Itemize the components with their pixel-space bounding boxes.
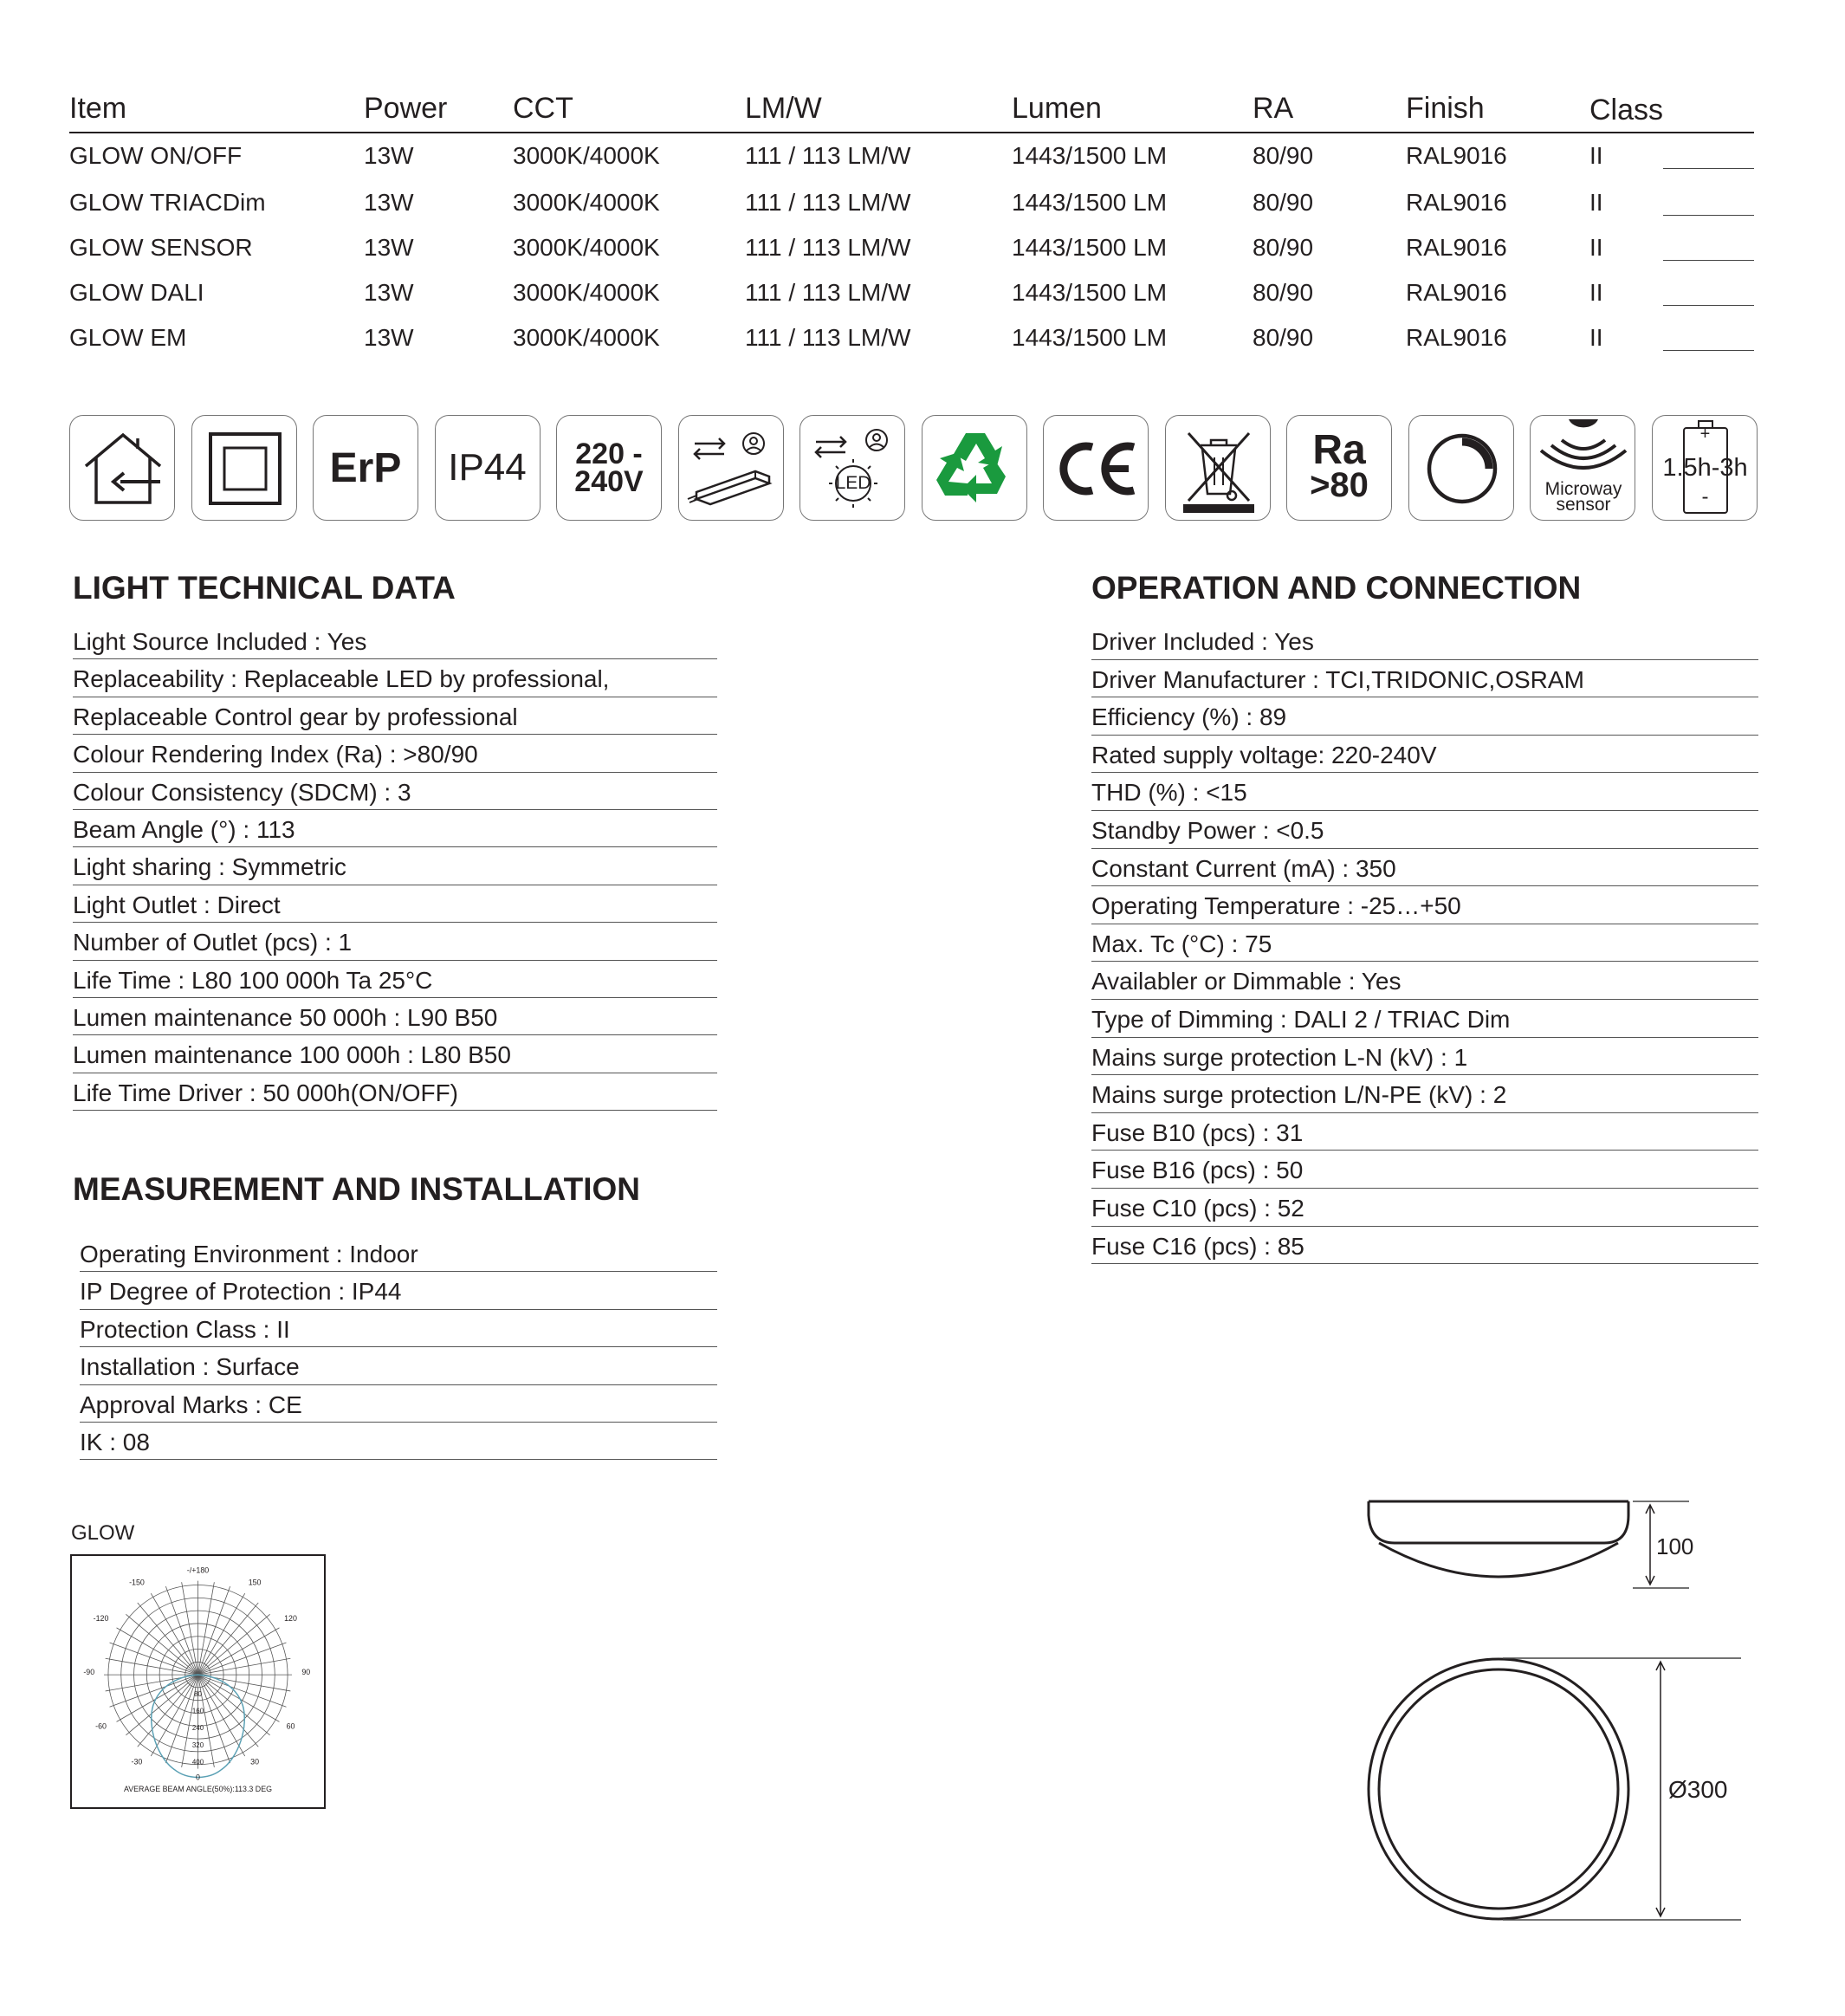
- spec-row: Lumen maintenance 100 000h : L80 B50: [73, 1035, 717, 1073]
- spec-row: IK : 08: [80, 1423, 717, 1460]
- microwave-sensor-icon: Microway sensor: [1530, 415, 1635, 521]
- cell-lmw: 111 / 113 LM/W: [745, 279, 911, 306]
- header-class: Class: [1589, 94, 1664, 126]
- driver-replaceable-icon: [678, 415, 784, 521]
- cell-cct: 3000K/4000K: [513, 234, 660, 261]
- cell-power: 13W: [364, 189, 414, 216]
- spec-row: Fuse C10 (pcs) : 52: [1091, 1189, 1758, 1227]
- ip44-icon: IP44: [435, 415, 541, 521]
- diameter-dimension: Ø300: [1668, 1776, 1728, 1803]
- cell-cct: 3000K/4000K: [513, 324, 660, 351]
- header-item: Item: [69, 92, 127, 125]
- spec-row: THD (%) : <15: [1091, 773, 1758, 811]
- spec-row: Beam Angle (°) : 113: [73, 810, 717, 847]
- spec-row: Rated supply voltage: 220-240V: [1091, 736, 1758, 774]
- voltage-icon: 220 - 240V: [556, 415, 662, 521]
- angle-label-m120: -120: [93, 1613, 109, 1623]
- spec-row: Light Source Included : Yes: [73, 622, 717, 659]
- cell-item: GLOW TRIACDim: [69, 189, 266, 216]
- radial-label-320: 320: [191, 1741, 204, 1749]
- cell-class: II: [1589, 324, 1603, 351]
- header-cct: CCT: [513, 92, 573, 125]
- cell-cct: 3000K/4000K: [513, 189, 660, 216]
- spec-row: Lumen maintenance 50 000h : L90 B50: [73, 998, 717, 1035]
- angle-label-120: 120: [284, 1613, 297, 1623]
- spec-row: Availabler or Dimmable : Yes: [1091, 962, 1758, 1000]
- header-finish: Finish: [1406, 92, 1485, 125]
- cell-finish: RAL9016: [1406, 142, 1507, 169]
- cell-item: GLOW EM: [69, 324, 187, 351]
- cell-ra: 80/90: [1253, 324, 1314, 351]
- spec-row: Fuse B16 (pcs) : 50: [1091, 1151, 1758, 1189]
- angle-label-30: 30: [250, 1757, 260, 1766]
- measurement-title: MEASUREMENT AND INSTALLATION: [73, 1171, 640, 1207]
- polar-footer: AVERAGE BEAM ANGLE(50%):113.3 DEG: [123, 1785, 273, 1794]
- recycle-icon: [922, 415, 1027, 521]
- header-power: Power: [364, 92, 448, 125]
- cell-lmw: 111 / 113 LM/W: [745, 324, 911, 351]
- indoor-house-icon: [69, 415, 175, 521]
- cell-ra: 80/90: [1253, 279, 1314, 306]
- angle-label-top: -/+180: [186, 1565, 210, 1575]
- spec-row: Approval Marks : CE: [80, 1385, 717, 1423]
- table-header: [69, 87, 1754, 133]
- cell-power: 13W: [364, 324, 414, 351]
- cell-lmw: 111 / 113 LM/W: [745, 142, 911, 169]
- cell-lumen: 1443/1500 LM: [1012, 279, 1168, 306]
- cell-power: 13W: [364, 279, 414, 306]
- class-rule: [1663, 260, 1754, 261]
- cell-lumen: 1443/1500 LM: [1012, 234, 1168, 261]
- spec-row: Replaceability : Replaceable LED by professional,: [73, 659, 717, 697]
- spec-row: Colour Consistency (SDCM) : 3: [73, 773, 717, 810]
- height-dimension: 100: [1656, 1533, 1694, 1559]
- table-row: [69, 180, 1754, 225]
- spec-row: Number of Outlet (pcs) : 1: [73, 923, 717, 960]
- cell-cct: 3000K/4000K: [513, 279, 660, 306]
- cell-power: 13W: [364, 142, 414, 169]
- dimension-drawings: [1360, 1494, 1750, 1928]
- radial-label-160: 160: [191, 1707, 204, 1715]
- spec-row: Driver Manufacturer : TCI,TRIDONIC,OSRAM: [1091, 660, 1758, 698]
- spec-row: Max. Tc (°C) : 75: [1091, 924, 1758, 963]
- light-technical-list: [73, 622, 717, 1111]
- side-view-drawing: [1369, 1501, 1689, 1588]
- spec-row: Fuse B10 (pcs) : 31: [1091, 1113, 1758, 1151]
- cell-power: 13W: [364, 234, 414, 261]
- table-row: [69, 270, 1754, 315]
- cell-class: II: [1589, 189, 1603, 216]
- spec-row: Type of Dimming : DALI 2 / TRIAC Dim: [1091, 1000, 1758, 1038]
- light-technical-title: LIGHT TECHNICAL DATA: [73, 570, 456, 606]
- polar-product-label: GLOW: [71, 1521, 135, 1545]
- angle-label-150: 150: [248, 1578, 262, 1587]
- class-ii-icon: [191, 415, 297, 521]
- cell-finish: RAL9016: [1406, 234, 1507, 261]
- spec-row: Efficiency (%) : 89: [1091, 697, 1758, 736]
- polar-chart: [72, 1556, 324, 1807]
- cell-lumen: 1443/1500 LM: [1012, 324, 1168, 351]
- spec-row: Fuse C16 (pcs) : 85: [1091, 1227, 1758, 1265]
- battery-backup-icon: + 1.5h-3h -: [1652, 415, 1758, 521]
- cell-finish: RAL9016: [1406, 279, 1507, 306]
- spec-row: Constant Current (mA) : 350: [1091, 849, 1758, 887]
- radial-label-80: 80: [194, 1689, 202, 1698]
- cell-item: GLOW ON/OFF: [69, 142, 243, 169]
- spec-row: Replaceable Control gear by professional: [73, 697, 717, 735]
- table-row: [69, 225, 1754, 270]
- class-rule: [1663, 350, 1754, 351]
- header-ra: RA: [1253, 92, 1294, 125]
- cell-lumen: 1443/1500 LM: [1012, 189, 1168, 216]
- erp-icon: ErP: [313, 415, 418, 521]
- angle-label-m150: -150: [129, 1578, 145, 1587]
- header-lumen: Lumen: [1012, 92, 1102, 125]
- product-table: [69, 87, 1754, 360]
- spec-row: Colour Rendering Index (Ra) : >80/90: [73, 735, 717, 772]
- cell-class: II: [1589, 279, 1603, 306]
- cell-cct: 3000K/4000K: [513, 142, 660, 169]
- operation-title: OPERATION AND CONNECTION: [1091, 570, 1582, 606]
- spec-row: Installation : Surface: [80, 1347, 717, 1384]
- spec-row: Mains surge protection L-N (kV) : 1: [1091, 1038, 1758, 1076]
- angle-label-60: 60: [286, 1721, 295, 1731]
- angle-label-m90: -90: [83, 1668, 95, 1677]
- spec-row: Life Time Driver : 50 000h(ON/OFF): [73, 1073, 717, 1111]
- spec-row: IP Degree of Protection : IP44: [80, 1272, 717, 1309]
- operation-list: [1091, 622, 1758, 1264]
- cell-lmw: 111 / 113 LM/W: [745, 189, 911, 216]
- measurement-list: [73, 1235, 717, 1460]
- cell-finish: RAL9016: [1406, 324, 1507, 351]
- weee-bin-icon: [1165, 415, 1271, 521]
- led-replaceable-icon: LED: [800, 415, 905, 521]
- cell-class: II: [1589, 234, 1603, 261]
- cell-ra: 80/90: [1253, 142, 1314, 169]
- class-rule: [1663, 168, 1754, 169]
- class-rule: [1663, 215, 1754, 216]
- header-lmw: LM/W: [745, 92, 822, 125]
- spec-row: Operating Environment : Indoor: [80, 1235, 717, 1272]
- cell-item: GLOW DALI: [69, 279, 204, 306]
- cell-lmw: 111 / 113 LM/W: [745, 234, 911, 261]
- radial-label-240: 240: [191, 1724, 204, 1733]
- spec-row: Mains surge protection L/N-PE (kV) : 2: [1091, 1075, 1758, 1113]
- table-row: [69, 133, 1754, 180]
- spec-row: Standby Power : <0.5: [1091, 811, 1758, 849]
- radial-label-400: 400: [191, 1758, 204, 1766]
- angle-label-m60: -60: [95, 1721, 107, 1731]
- class-rule: [1663, 305, 1754, 306]
- spec-row: Light Outlet : Direct: [73, 885, 717, 923]
- polar-diagram: [70, 1554, 326, 1809]
- cell-class: II: [1589, 142, 1603, 169]
- cell-ra: 80/90: [1253, 234, 1314, 261]
- spec-row: Light sharing : Symmetric: [73, 847, 717, 885]
- cell-item: GLOW SENSOR: [69, 234, 253, 261]
- angle-label-90: 90: [301, 1668, 311, 1677]
- cell-lumen: 1443/1500 LM: [1012, 142, 1168, 169]
- cell-ra: 80/90: [1253, 189, 1314, 216]
- ce-mark-icon: [1043, 415, 1149, 521]
- cri-ra80-icon: Ra >80: [1286, 415, 1392, 521]
- spec-row: Driver Included : Yes: [1091, 622, 1758, 660]
- spec-row: Protection Class : II: [80, 1310, 717, 1347]
- spec-row: Life Time : L80 100 000h Ta 25°C: [73, 961, 717, 998]
- spec-row: Operating Temperature : -25…+50: [1091, 886, 1758, 924]
- angle-label-m30: -30: [131, 1757, 143, 1766]
- cell-finish: RAL9016: [1406, 189, 1507, 216]
- dimmable-icon: [1408, 415, 1514, 521]
- angle-label-0: 0: [196, 1773, 200, 1782]
- table-row: [69, 315, 1754, 360]
